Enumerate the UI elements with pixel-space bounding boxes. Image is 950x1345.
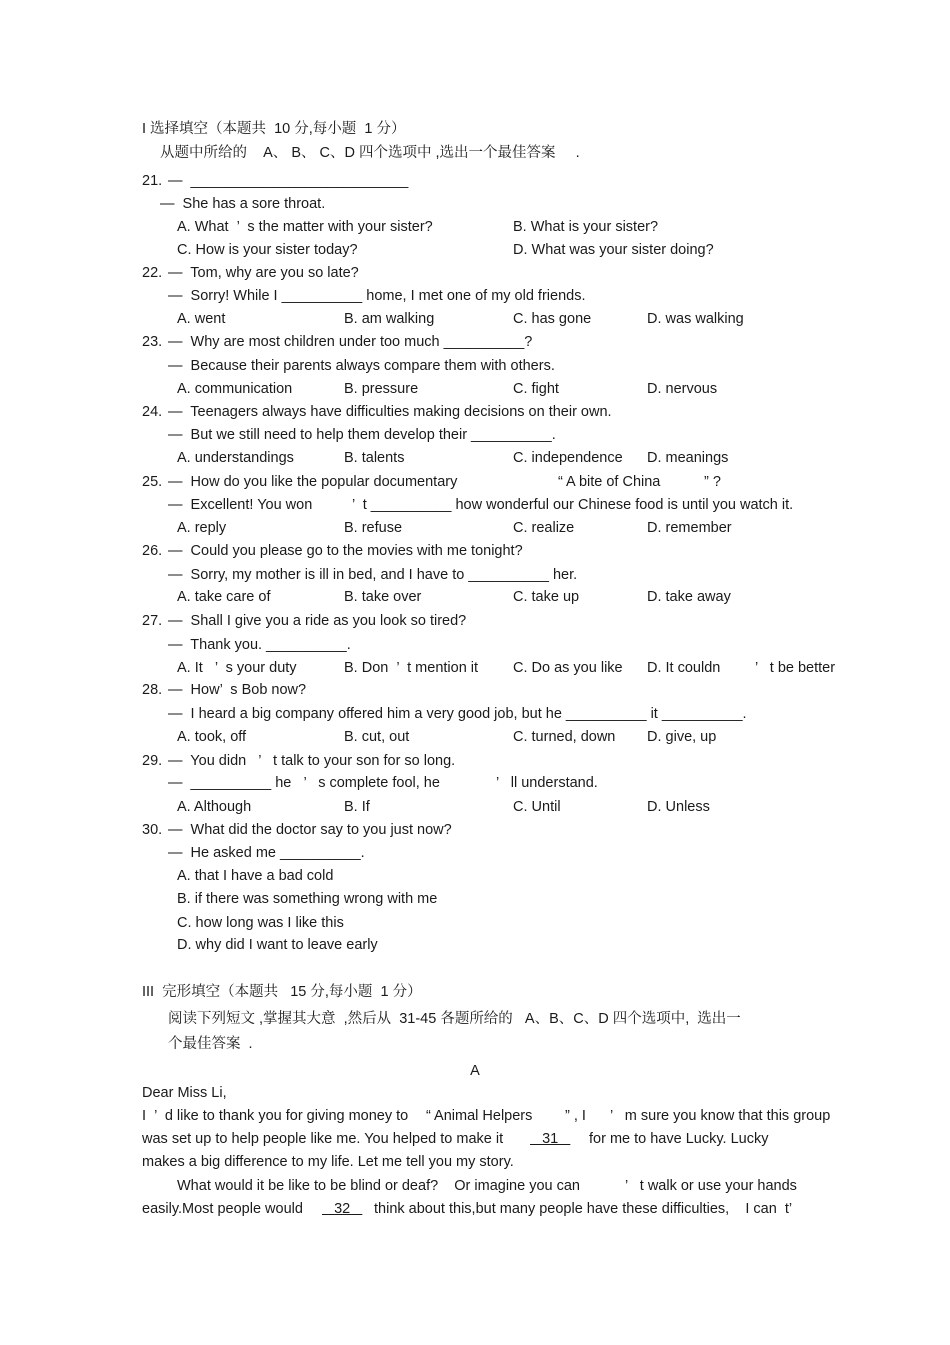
q22-option-d: D. was walking bbox=[647, 311, 744, 327]
q29-option-c: C. Until bbox=[513, 799, 561, 815]
q30-option-d: D. why did I want to leave early bbox=[177, 937, 378, 953]
q21-option-a: A. What ’ s the matter with your sister? bbox=[177, 219, 433, 235]
q24-question: — Teenagers always have difficulties making decisions on their own. bbox=[168, 404, 612, 420]
section-1-title: I 选择填空（本题共 10 分,每小题 1 分） bbox=[142, 121, 406, 137]
passage-line-1-quote: “ Animal Helpers bbox=[426, 1108, 533, 1124]
passage-line-3: makes a big difference to my life. Let me tell you my story. bbox=[142, 1154, 514, 1170]
q21-option-c: C. How is your sister today? bbox=[177, 242, 358, 258]
q28-answer: — I heard a big company offered him a very good job, but he __________ it __________. bbox=[168, 706, 747, 722]
q29-question: — You didn ’ t talk to your son for so long. bbox=[168, 753, 456, 769]
q22-number: 22. bbox=[142, 265, 163, 281]
q28-option-c: C. turned, down bbox=[513, 729, 616, 745]
q29-answer: — __________ he ’ s complete fool, he bbox=[168, 775, 440, 791]
q25-option-a: A. reply bbox=[177, 520, 227, 536]
q23-question: — Why are most children under too much __________? bbox=[168, 334, 533, 350]
section-3-title: III 完形填空（本题共 15 分,每小题 1 分） bbox=[142, 984, 422, 1000]
passage-line-1-cont: ” , I bbox=[565, 1108, 586, 1124]
q25-question-end: ” ? bbox=[704, 474, 721, 490]
q25-documentary-title: “ A bite of China bbox=[558, 474, 661, 490]
passage-line-5-end: think about this,but many people have these difficulties, I can t’ bbox=[374, 1201, 793, 1217]
q26-option-b: B. take over bbox=[344, 589, 422, 605]
q30-answer: — He asked me __________. bbox=[168, 845, 365, 861]
q22-question: — Tom, why are you so late? bbox=[168, 265, 359, 281]
q25-answer: — Excellent! You won bbox=[168, 497, 313, 513]
q30-option-a: A. that I have a bad cold bbox=[177, 868, 334, 884]
q29-option-d: D. Unless bbox=[647, 799, 710, 815]
section-3-instruction-cont: 个最佳答案 . bbox=[168, 1036, 253, 1052]
q28-option-b: B. cut, out bbox=[344, 729, 410, 745]
q30-option-c: C. how long was I like this bbox=[177, 915, 344, 931]
q24-number: 24. bbox=[142, 404, 163, 420]
passage-line-4-end: ’ t walk or use your hands bbox=[625, 1178, 797, 1194]
q22-option-c: C. has gone bbox=[513, 311, 592, 327]
section-3-instruction: 阅读下列短文 ,掌握其大意 ,然后从 31-45 各题所给的 A、B、C、D 四个选项中, 选出一 bbox=[168, 1011, 741, 1027]
letter-greeting: Dear Miss Li, bbox=[142, 1085, 227, 1101]
q28-question: — How’ s Bob now? bbox=[168, 682, 307, 698]
passage-line-5: easily.Most people would bbox=[142, 1201, 303, 1217]
q27-option-b: B. Don ’ t mention it bbox=[344, 660, 479, 676]
q24-option-d: D. meanings bbox=[647, 450, 729, 466]
q23-number: 23. bbox=[142, 334, 163, 350]
q24-option-c: C. independence bbox=[513, 450, 623, 466]
q21-option-d: D. What was your sister doing? bbox=[513, 242, 714, 258]
q30-number: 30. bbox=[142, 822, 163, 838]
q21-option-b: B. What is your sister? bbox=[513, 219, 659, 235]
q28-number: 28. bbox=[142, 682, 163, 698]
q23-answer: — Because their parents always compare them with others. bbox=[168, 358, 555, 374]
q27-answer: — Thank you. __________. bbox=[168, 637, 351, 653]
q26-option-a: A. take care of bbox=[177, 589, 271, 605]
q26-option-d: D. take away bbox=[647, 589, 731, 605]
q25-question: — How do you like the popular documentary bbox=[168, 474, 458, 490]
q24-answer: — But we still need to help them develop their __________. bbox=[168, 427, 556, 443]
q23-option-b: B. pressure bbox=[344, 381, 419, 397]
q29-option-b: B. If bbox=[344, 799, 370, 815]
passage-line-1-end: ’ m sure you know that this group bbox=[610, 1108, 831, 1124]
passage-line-1: I ’ d like to thank you for giving money to bbox=[142, 1108, 409, 1124]
q28-option-d: D. give, up bbox=[647, 729, 717, 745]
passage-line-2-end: for me to have Lucky. Lucky bbox=[589, 1131, 769, 1147]
passage-line-2: was set up to help people like me. You helped to make it bbox=[142, 1131, 504, 1147]
q26-number: 26. bbox=[142, 543, 163, 559]
q27-option-c: C. Do as you like bbox=[513, 660, 623, 676]
q29-number: 29. bbox=[142, 753, 163, 769]
q30-option-b: B. if there was something wrong with me bbox=[177, 891, 438, 907]
blank-32: 32 bbox=[322, 1201, 363, 1217]
q25-option-b: B. refuse bbox=[344, 520, 403, 536]
q27-number: 27. bbox=[142, 613, 163, 629]
q22-answer: — Sorry! While I __________ home, I met one of my old friends. bbox=[168, 288, 586, 304]
q25-option-c: C. realize bbox=[513, 520, 575, 536]
q23-option-d: D. nervous bbox=[647, 381, 718, 397]
q23-option-a: A. communication bbox=[177, 381, 293, 397]
passage-heading: A bbox=[470, 1063, 480, 1079]
q22-option-b: B. am walking bbox=[344, 311, 435, 327]
q27-option-d-end: ’ t be better bbox=[755, 660, 836, 676]
q24-option-b: B. talents bbox=[344, 450, 405, 466]
q21-number: 21. bbox=[142, 173, 163, 189]
q30-question: — What did the doctor say to you just now? bbox=[168, 822, 452, 838]
q25-option-d: D. remember bbox=[647, 520, 732, 536]
q26-option-c: C. take up bbox=[513, 589, 580, 605]
q21-question: — ___________________________ bbox=[168, 173, 409, 189]
q27-question: — Shall I give you a ride as you look so tired? bbox=[168, 613, 467, 629]
q28-option-a: A. took, off bbox=[177, 729, 247, 745]
q26-answer: — Sorry, my mother is ill in bed, and I have to __________ her. bbox=[168, 567, 578, 583]
q25-answer-cont: ’ t __________ how wonderful our Chinese food is until you watch it. bbox=[352, 497, 794, 513]
q27-option-d: D. It couldn bbox=[647, 660, 721, 676]
q22-option-a: A. went bbox=[177, 311, 226, 327]
q29-option-a: A. Although bbox=[177, 799, 252, 815]
passage-line-4: What would it be like to be blind or deaf? Or imagine you can bbox=[177, 1178, 580, 1194]
q23-option-c: C. fight bbox=[513, 381, 559, 397]
q25-number: 25. bbox=[142, 474, 163, 490]
blank-31: 31 bbox=[530, 1131, 571, 1147]
q24-option-a: A. understandings bbox=[177, 450, 294, 466]
q27-option-a: A. It ’ s your duty bbox=[177, 660, 297, 676]
q21-answer: — She has a sore throat. bbox=[160, 196, 326, 212]
q29-answer-end: ’ ll understand. bbox=[496, 775, 598, 791]
section-1-instruction: 从题中所给的 A、 B、 C、D 四个选项中 ,选出一个最佳答案 . bbox=[160, 145, 580, 161]
q26-question: — Could you please go to the movies with me tonight? bbox=[168, 543, 523, 559]
